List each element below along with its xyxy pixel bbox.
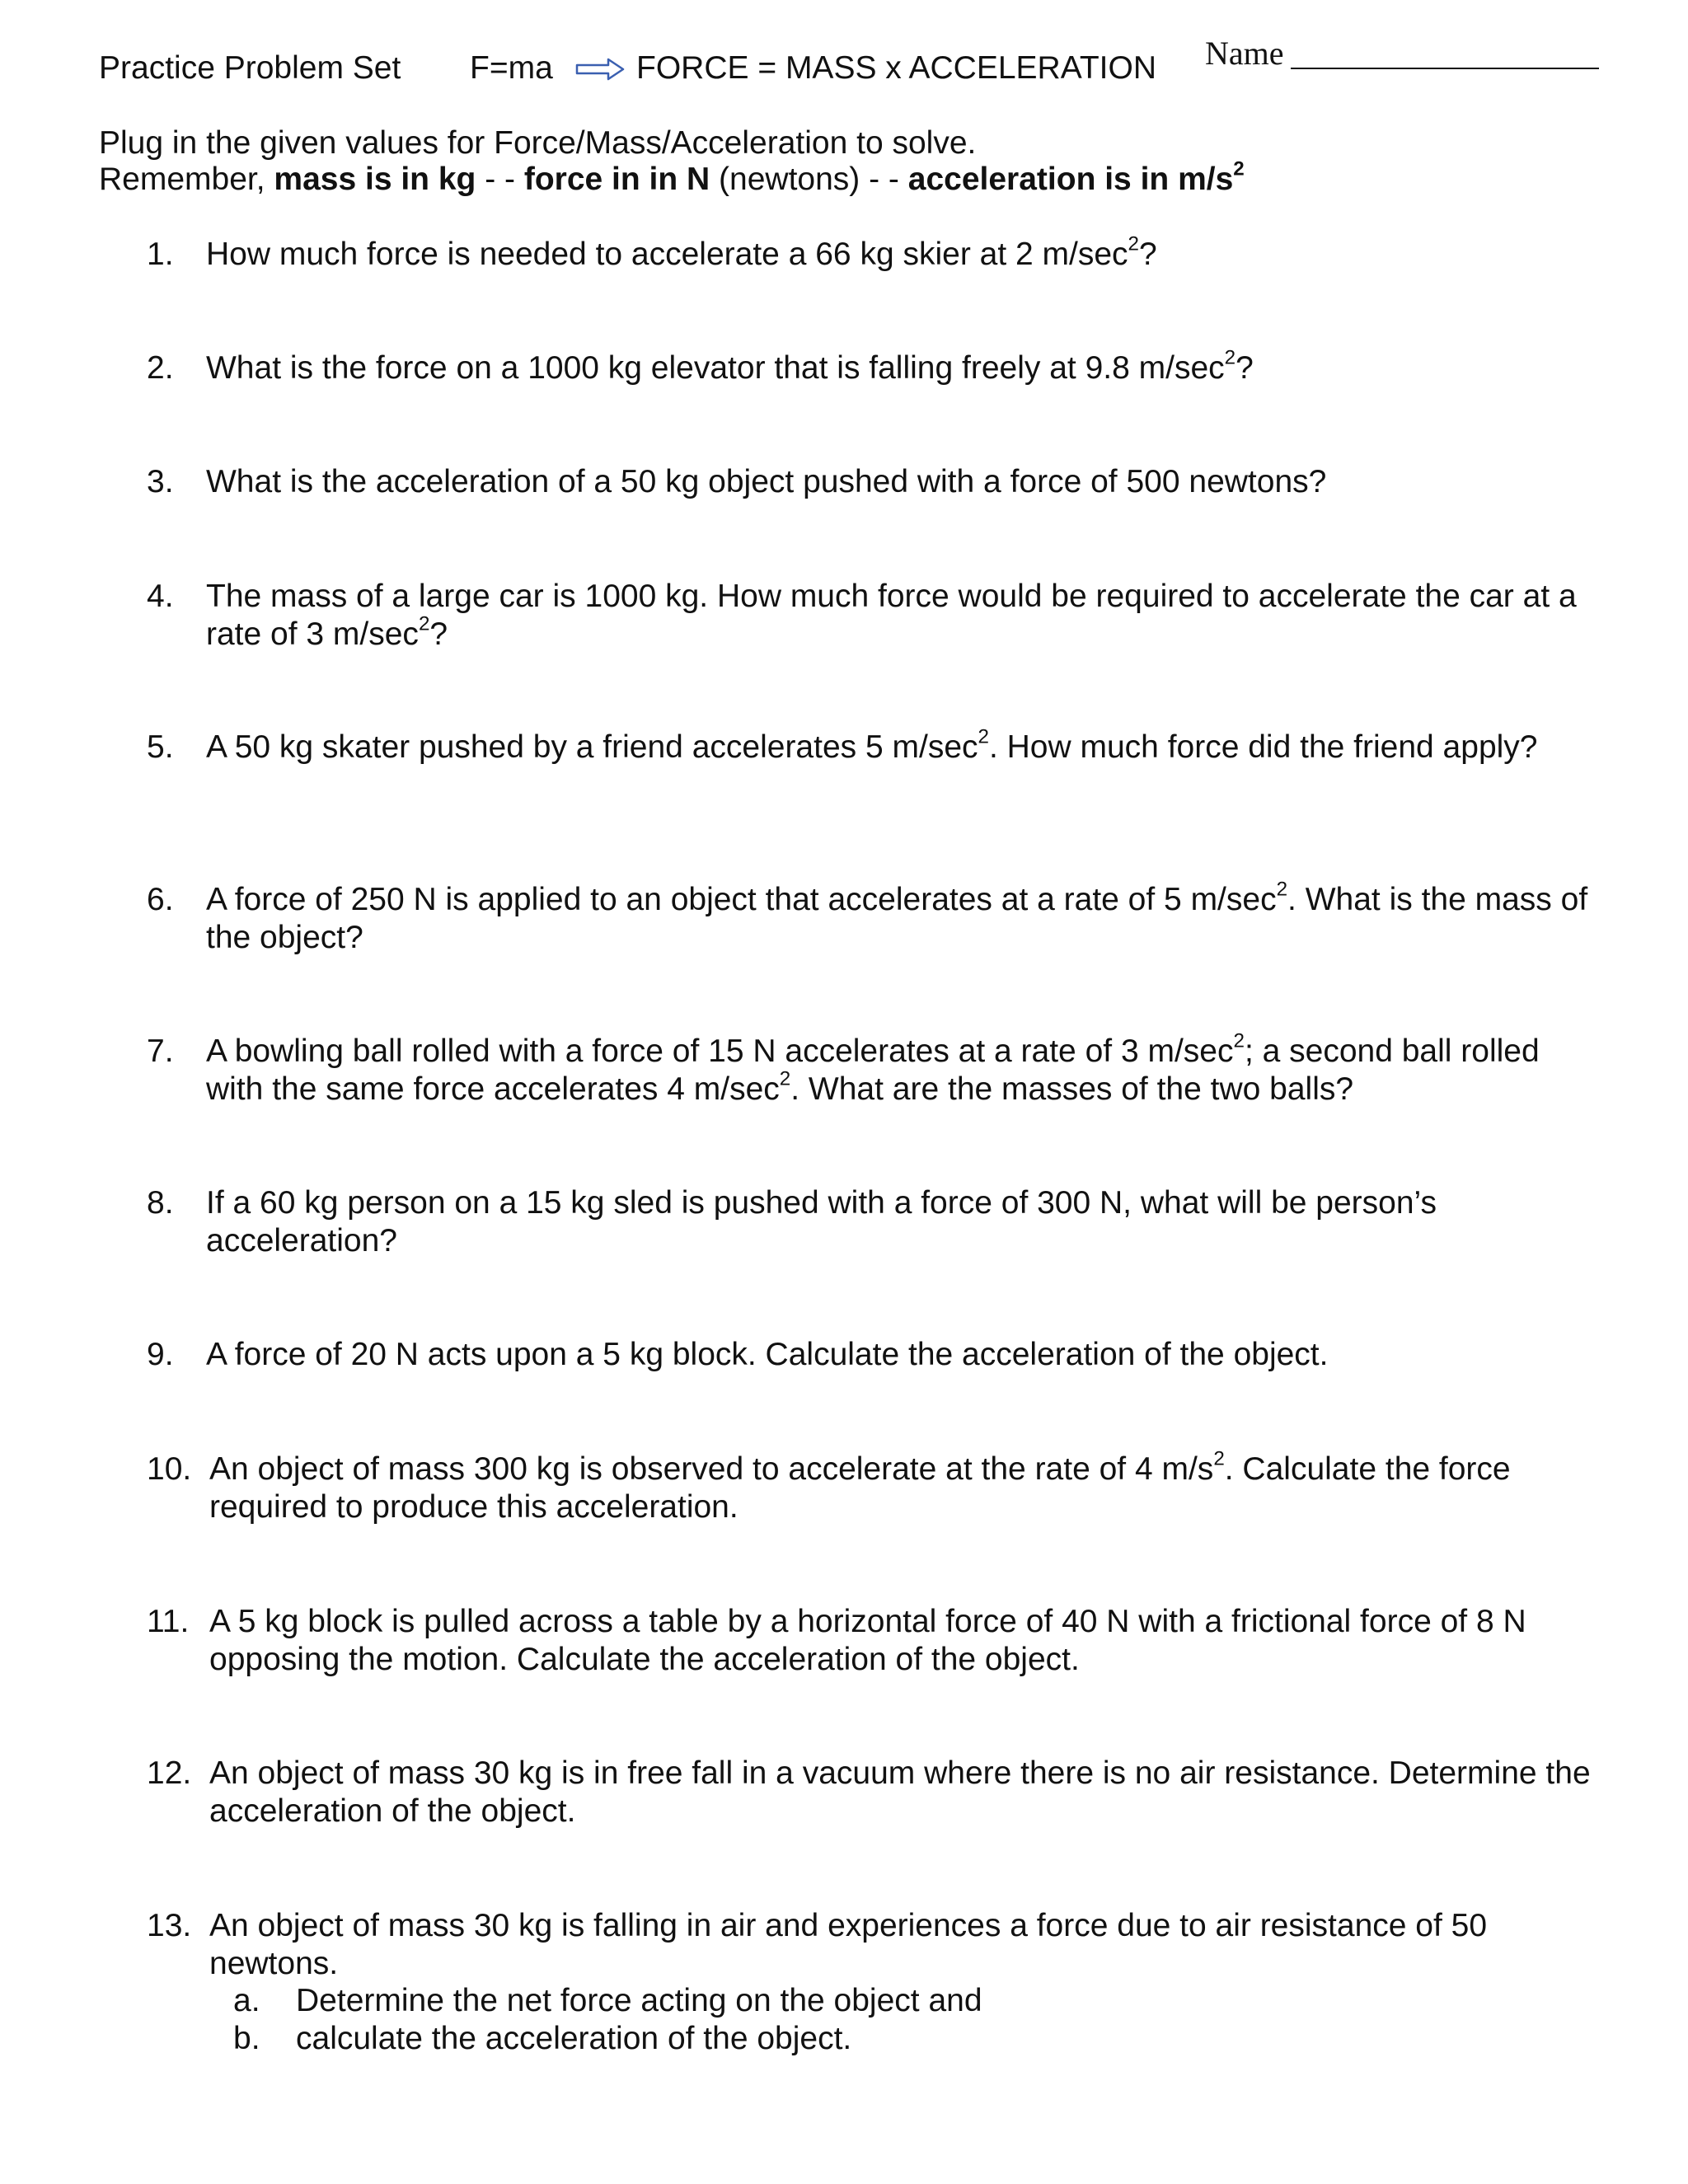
problem-number: 2.: [147, 350, 174, 386]
problem-number: 12.: [147, 1755, 192, 1791]
acceleration-unit-exponent: 2: [1233, 157, 1245, 180]
unit-exponent: 2: [1213, 1447, 1225, 1470]
sub-item-letter: a.: [233, 1983, 260, 2018]
separator: - -: [869, 162, 908, 197]
problem-number: 11.: [147, 1604, 190, 1639]
instruction-line-1: Plug in the given values for Force/Mass/Acceleration to solve.: [99, 125, 977, 161]
worksheet-header: [99, 35, 1599, 97]
problem-number: 8.: [147, 1185, 174, 1221]
unit-exponent: 2: [418, 612, 430, 635]
instruction-prefix: Remember,: [99, 162, 274, 197]
unit-exponent: 2: [1224, 346, 1236, 369]
problem-text: An object of mass 30 kg is falling in air and experiences a force due to air resistance of 50 newtons.: [209, 1908, 1488, 1981]
name-label: Name: [1205, 35, 1284, 72]
unit-exponent: 2: [1233, 1029, 1245, 1052]
problem-number: 4.: [147, 579, 174, 614]
problem-text: What is the force on a 1000 kg elevator that is falling freely at 9.8 $m/\sec^2$?: [206, 346, 1254, 386]
problem-text: A 50 kg skater pushed by a friend accelerates 5 $m/\sec^2$. How much force did the friend apply?: [206, 725, 1538, 765]
problem-number: 1.: [147, 237, 174, 272]
instructions: [99, 125, 1582, 198]
problem-number: 3.: [147, 464, 174, 499]
problem-text: A 5 kg block is pulled across a table by a horizontal force of 40 N with a frictional force of 8 N opposing the motion. Calculate the acceleration of the object.: [209, 1604, 1526, 1677]
problem-number: 10.: [147, 1451, 192, 1487]
formula-short: F=ma: [470, 50, 553, 86]
instruction-line-2: [99, 157, 1582, 198]
separator: - -: [476, 162, 524, 197]
force-unit: force in in N: [523, 162, 710, 197]
unit-exponent: 2: [779, 1067, 791, 1090]
problem-number: 9.: [147, 1337, 174, 1372]
sub-item-text: calculate the acceleration of the object.: [296, 2021, 852, 2056]
problem-number: 7.: [147, 1033, 174, 1069]
newtons-note: (newtons): [710, 162, 870, 197]
worksheet-title: Practice Problem Set: [99, 50, 401, 86]
problem-text: How much force is needed to accelerate a 66 kg skier at 2 $m/\sec^2$?: [206, 232, 1157, 272]
problem-text: An object of mass 300 kg is observed to accelerate at the rate of 4 $m/s^2$. Calculate the force required to produce this acceleration.: [209, 1447, 1511, 1525]
sub-item-letter: b.: [233, 2021, 260, 2056]
problem-text: An object of mass 30 kg is in free fall in a vacuum where there is no air resistance. Determine the acceleration of the object.: [209, 1755, 1591, 1829]
acceleration-unit: [907, 157, 1245, 197]
name-field-line[interactable]: [1291, 68, 1599, 69]
problem-text: A force of 250 N is applied to an object that accelerates at a rate of 5 $m/\sec^2$. What is the mass of the object?: [206, 878, 1588, 955]
right-arrow-icon: [575, 58, 625, 81]
problem-number: 5.: [147, 729, 174, 765]
problem-text: What is the acceleration of a 50 kg object pushed with a force of 500 newtons?: [206, 464, 1327, 499]
formula-expanded: FORCE = MASS x ACCELERATION: [636, 50, 1156, 86]
unit-exponent: 2: [1276, 878, 1288, 901]
problem-text: If a 60 kg person on a 15 kg sled is pushed with a force of 300 N, what will be person’s acceleration?: [206, 1185, 1437, 1258]
problem-text: The mass of a large car is 1000 kg. How much force would be required to accelerate the car at a rate of 3 $m/\sec^2$?: [206, 579, 1577, 652]
problem-number: 6.: [147, 882, 174, 917]
sub-item-text: Determine the net force acting on the object and: [296, 1983, 982, 2018]
problem-text: A bowling ball rolled with a force of 15 N accelerates at a rate of 3 $m/\sec^2$; a second ball rolled with the same force accelerates 4 $m/\sec^2$. What are the masses of the two balls?: [206, 1029, 1540, 1107]
mass-unit: mass is in kg: [274, 162, 476, 197]
unit-exponent: 2: [978, 725, 989, 748]
problem-text: A force of 20 N acts upon a 5 kg block. Calculate the acceleration of the object.: [206, 1337, 1329, 1372]
problem-number: 13.: [147, 1908, 192, 1943]
acceleration-unit-text: acceleration is in m/s: [907, 162, 1234, 197]
unit-exponent: 2: [1128, 232, 1139, 255]
